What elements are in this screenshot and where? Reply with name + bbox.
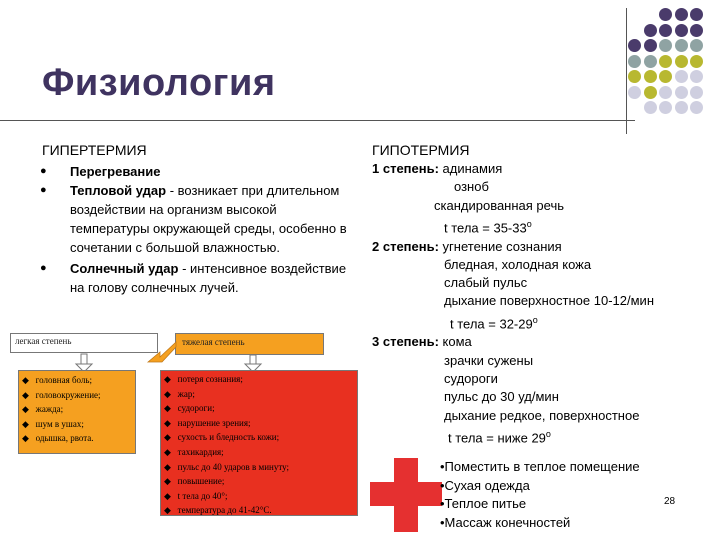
bullet-icon: ● [40,262,47,274]
item-text: температура до 41-42°С. [177,505,272,516]
stage-text: угнетение сознания [438,238,562,254]
stage-text: дыхание поверхностное 10-12/мин [444,293,654,309]
item-text: одышка, рвота. [35,433,94,444]
light-symptoms-list [22,373,101,446]
stage-label: 1 степень: [372,161,439,176]
item-text: t тела до 40°; [177,490,228,501]
stage-text: слабый пульс [444,275,528,291]
light-degree-box: легкая степень [10,333,158,353]
item-text: сухость и бледность кожи; [177,432,280,443]
stage-text: судороги [444,370,498,386]
stage-text: t тела = 35-33 [444,220,527,236]
stage-text: t тела = 32-29 [450,316,533,332]
list-item: ◆ t тела до 40°; [164,490,228,501]
degree-sup: о [532,314,538,325]
degree-sup: о [545,428,551,439]
item-text: шум в ушах; [35,418,84,429]
stage-label: 3 степень: [372,334,439,350]
bullet-icon: ● [40,184,47,196]
list-item: ◆ повышение; [164,476,225,487]
list-item: ◆ головная боль; [22,375,93,385]
item-text: судороги; [177,403,215,414]
list-item: ◆ тахикардия; [164,446,224,457]
list-item: ◆ головокружение; [22,389,101,400]
page-number: 28 [664,496,676,507]
stage-text: кома [438,334,472,350]
item-text: головная боль; [35,375,93,385]
stage-text: дыхание редкое, поверхностное [444,407,640,423]
list-item: ◆ жар; [164,388,195,399]
item-text: повышение; [177,476,225,487]
stage-text: озноб [454,179,489,195]
stage-text: адинамия [438,161,503,176]
severe-symptoms-list [164,372,289,518]
stage-text: t тела = ниже 29 [448,430,546,446]
stage-text: бледная, холодная кожа [444,256,592,272]
item-text: жажда; [35,404,64,415]
degree-sup: о [526,218,532,229]
hypothermia-heading: ГИПОТЕРМИЯ [372,142,470,158]
red-cross-icon [370,482,442,506]
item-title: Перегревание [70,164,161,179]
list-item: ◆ пульс до 40 ударов в минуту; [164,461,290,472]
item-text: нарушение зрения; [177,417,251,428]
item-text: пульс до 40 ударов в минуту; [177,461,290,472]
stage-text: зрачки сужены [444,352,534,368]
list-item: ◆ жажда; [22,404,64,415]
list-item: ◆ судороги; [164,403,215,414]
stage-text: скандированная речь [434,197,564,213]
list-item: ◆ шум в ушах; [22,418,84,429]
list-item: •Теплое питье [440,496,527,511]
list-item: ◆ температура до 41-42°С. [164,505,272,516]
item-text: - возникает при длительном воздействии на организм высокой температуры окружающей среды, особенно в сочетании с большой влажностью. [70,183,347,255]
list-item: ◆ потеря сознания; [164,374,243,384]
list-item: ◆ нарушение зрения; [164,417,251,428]
severe-degree-box: тяжелая степень [175,333,324,355]
item-text: жар; [177,388,195,399]
item-text: тахикардия; [177,446,224,457]
list-item: ◆ сухость и бледность кожи; [164,432,280,443]
item-text: - интенсивное воздействие на голову солнечных лучей. [70,261,347,295]
slide-title: Физиология [42,62,276,104]
list-item: •Массаж конечностей [440,514,571,530]
item-title: Тепловой удар [70,183,167,198]
item-text: головокружение; [35,389,101,400]
item-title: Солнечный удар [70,261,179,276]
left-arrow-icon [148,342,176,362]
list-item: ◆ одышка, рвота. [22,433,94,444]
first-aid-list [440,458,640,532]
stage-text: пульс до 30 уд/мин [444,389,559,405]
stage-label: 2 степень: [372,238,439,254]
list-item: •Поместить в теплое помещение [440,459,640,474]
list-item: •Сухая одежда [440,477,530,493]
bullet-icon: ● [40,165,47,177]
hyperthermia-heading: ГИПЕРТЕРМИЯ [42,142,147,158]
item-text: потеря сознания; [177,374,243,384]
